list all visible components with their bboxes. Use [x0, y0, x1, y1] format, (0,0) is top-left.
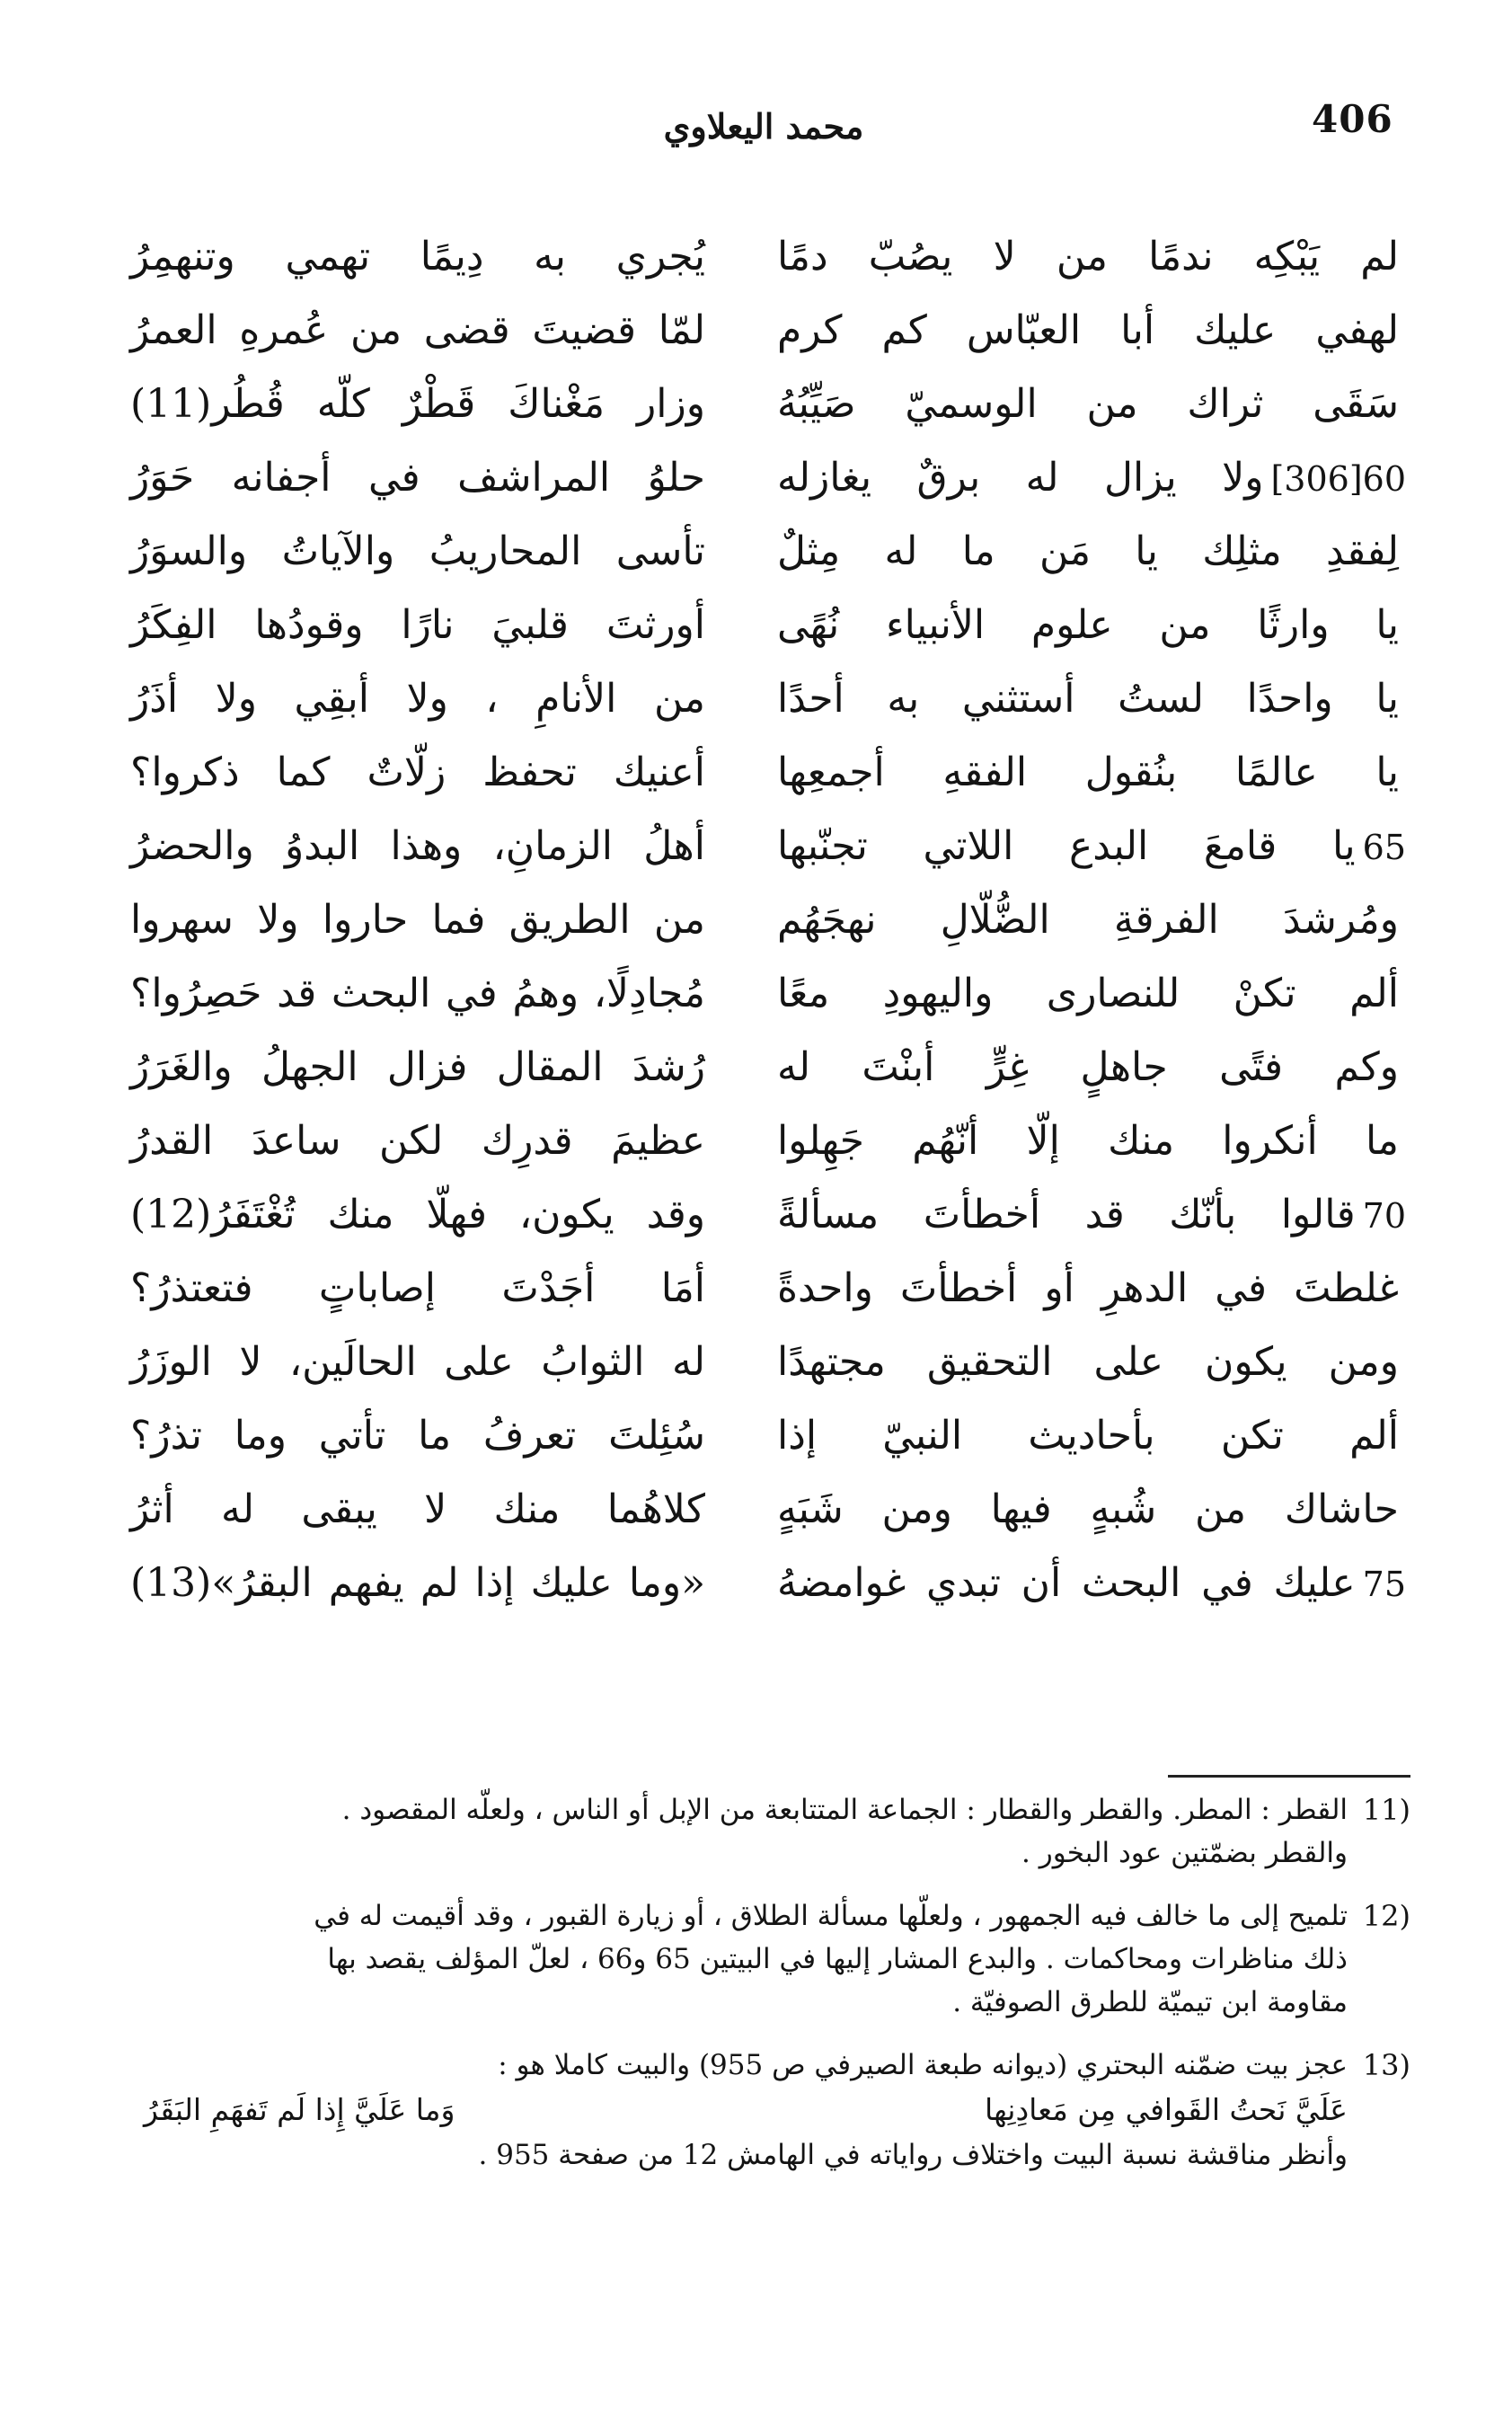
footnote-line: مقاومة ابن تيميّة للطرق الصوفيّة . — [952, 1986, 1348, 2018]
footnote-line: وأنظر مناقشة نسبة البيت واختلاف رواياته في الهامش 12 من صفحة 955 . — [478, 2139, 1348, 2171]
verse-text: لهفي عليك أبا العبّاس كم كرم — [777, 307, 1399, 353]
verse-line: حلوُ المراشف في أجفانه حَوَرُ — [130, 455, 705, 501]
footnote-line: القطر : المطر. والقطر والقطار : الجماعة المتتابعة من الإبل أو الناس ، ولعلّه المقصود . — [341, 1794, 1348, 1826]
verse-line: من الأنامِ ، ولا أبقِي ولا أذَرُ — [130, 676, 705, 722]
verse-line — [777, 810, 1406, 883]
verse-line — [777, 441, 1406, 515]
verse-line — [777, 957, 1406, 1031]
footnote-number: 13) — [1362, 2048, 1410, 2082]
footnote-line: تلميح إلى ما خالف فيه الجمهور ، ولعلّها مسألة الطلاق ، أو زيارة القبور ، وقد أقيمت له في — [314, 1900, 1348, 1932]
verse-line — [777, 220, 1406, 294]
quoted-verse — [144, 2087, 1348, 2133]
verse-line — [777, 883, 1406, 957]
verse-line: أهلُ الزمانِ، وهذا البدوُ والحضرُ — [130, 823, 705, 869]
footnote-12 — [144, 1894, 1410, 2024]
verse-text: قالوا بأنّك قد أخطأتَ مسألةً — [777, 1192, 1356, 1237]
poem-left-column — [130, 220, 705, 1620]
verse-number: 65 — [1362, 828, 1406, 867]
footnote-13 — [144, 2044, 1410, 2177]
verse-line — [777, 662, 1406, 736]
verse-text: يا عالمًا بنُقول الفقهِ أجمعِها — [777, 749, 1399, 795]
verse-line: «وما عليك إذا لم يفهم البقرُ»(13) — [130, 1560, 705, 1606]
verse-line — [777, 1399, 1406, 1473]
verse-line — [777, 294, 1406, 368]
verse-text: سَقَى ثراك من الوسميّ صَيِّبُهُ — [777, 381, 1399, 427]
verse-text: حاشاك من شُبهٍ فيها ومن شَبَهٍ — [777, 1486, 1399, 1532]
verse-number: 60[306] — [1270, 459, 1406, 499]
verse-line: وزار مَغْناكَ قَطْرٌ كلّه قُطُر(11) — [130, 381, 705, 427]
verse-line — [777, 368, 1406, 441]
footnote-body — [144, 2133, 1348, 2177]
footnote-line: والقطر بضمّتين عود البخور . — [1021, 1837, 1348, 1869]
verse-text: يا واحدًا لستُ أستثني به أحدًا — [777, 676, 1399, 722]
footnotes — [144, 1788, 1410, 2196]
verse-text: ألم تكن بأحاديث النبيّ إذا — [777, 1413, 1399, 1459]
footnote-line: عجز بيت ضمّنه البحتري (ديوانه طبعة الصيرفي ص 955) والبيت كاملا هو : — [498, 2049, 1348, 2081]
verse-line: وقد يكون، فهلّا منك تُغْتَفَرُ(12) — [130, 1192, 705, 1237]
verse-line — [777, 1031, 1406, 1104]
footnote-body — [144, 1788, 1348, 1875]
verse-line: سُئِلتَ تعرفُ ما تأتي وما تذرُ؟ — [130, 1413, 705, 1459]
verse-text: يا قامعَ البدع اللاتي تجنّبها — [777, 823, 1356, 869]
verse-line — [777, 1326, 1406, 1399]
verse-line: له الثوابُ على الحالَين، لا الوزَرُ — [130, 1339, 705, 1385]
quoted-verse-second-half: وَما عَلَيَّ إِذا لَم تَفهَمِ البَقَرُ — [144, 2092, 455, 2127]
verse-line: أورثتَ قلبيَ نارًا وقودُها الفِكَرُ — [130, 602, 705, 648]
verse-line: تأسى المحاريبُ والآياتُ والسوَرُ — [130, 528, 705, 574]
verse-line: من الطريق فما حاروا ولا سهروا — [130, 897, 705, 943]
verse-line — [777, 1547, 1406, 1620]
running-title: محمد اليعلاوي — [663, 106, 864, 146]
footnote-body — [144, 2044, 1348, 2087]
verse-line: كلاهُما منك لا يبقى له أثرُ — [130, 1486, 705, 1532]
verse-number: 70 — [1362, 1196, 1406, 1236]
footnote-number: 12) — [1362, 1899, 1410, 1933]
verse-text: عليك في البحث أن تبدي غوامضهُ — [777, 1560, 1356, 1606]
verse-text: ولا يزال له برقٌ يغازله — [777, 455, 1264, 501]
verse-text: لم يَبْكِه ندمًا من لا يصُبّ دمًا — [777, 234, 1399, 279]
verse-line — [777, 1473, 1406, 1547]
footnote-number: 11) — [1362, 1793, 1410, 1827]
verse-text: ألم تكنْ للنصارى واليهودِ معًا — [777, 971, 1399, 1016]
verse-number: 75 — [1362, 1565, 1406, 1604]
verse-text: يا وارثًا من علوم الأنبياء نُهًى — [777, 602, 1399, 648]
verse-line: يُجري به دِيمًا تهمي وتنهمِرُ — [130, 234, 705, 279]
verse-text: ومن يكون على التحقيق مجتهدًا — [777, 1339, 1399, 1385]
verse-line — [777, 589, 1406, 662]
verse-text: غلطتَ في الدهرِ أو أخطأتَ واحدةً — [777, 1265, 1399, 1311]
footnote-11 — [144, 1788, 1410, 1875]
footnote-line: ذلك مناظرات ومحاكمات . والبدع المشار إليها في البيتين 65 و66 ، لعلّ المؤلف يقصد بها — [327, 1943, 1348, 1975]
verse-line: مُجادِلًا، وهمُ في البحث قد حَصِرُوا؟ — [130, 971, 705, 1016]
verse-text: ومُرشدَ الفرقةِ الضُّلّالِ نهجَهُم — [777, 897, 1399, 943]
verse-line — [777, 1178, 1406, 1252]
verse-line: رُشدَ المقال فزال الجهلُ والغَرَرُ — [130, 1044, 705, 1090]
footnote-body — [144, 1894, 1348, 2024]
verse-line: لمّا قضيتَ قضى من عُمرهِ العمرُ — [130, 307, 705, 353]
verse-line — [777, 1104, 1406, 1178]
verse-line: أعنيك تحفظ زلّاتٌ كما ذكروا؟ — [130, 749, 705, 795]
verse-line — [777, 1252, 1406, 1326]
footnote-separator — [1168, 1775, 1410, 1778]
page-number: 406 — [1312, 97, 1393, 141]
verse-line — [777, 515, 1406, 589]
quoted-verse-first-half: عَلَيَّ نَحتُ القَوافي مِن مَعادِنِها — [985, 2092, 1348, 2127]
verse-text: ما أنكروا منك إلّا أنّهُم جَهِلوا — [777, 1118, 1399, 1164]
verse-line: أمَا أجَدْتَ إصاباتٍ فتعتذرُ؟ — [130, 1265, 705, 1311]
poem-right-column — [777, 220, 1406, 1620]
verse-line — [777, 736, 1406, 810]
verse-text: لِفقدِ مثلِك يا مَن ما له مِثلٌ — [777, 528, 1399, 574]
verse-text: وكم فتًى جاهلٍ غِرٍّ أبنْتَ له — [777, 1044, 1399, 1090]
verse-line: عظيمَ قدرِك لكن ساعدَ القدرُ — [130, 1118, 705, 1164]
